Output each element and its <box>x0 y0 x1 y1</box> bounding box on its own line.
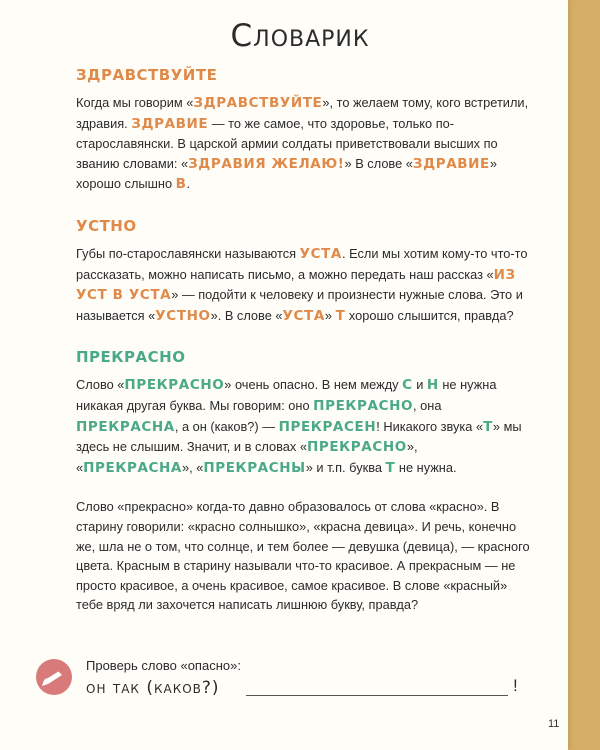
section-extra-text: Слово «прекрасно» когда-то давно образовалось от слова «красно». В старину говорили: «красно солнышко», «красна девица». И речь, конечно же, шла не о том, что солнце, и тем более — девушка (девица), — красного цвета. Красным в старину называли что-то красивое. А прекрасным — не просто красивое, а очень красивое, самое красивое. В слове «красный» тебе вряд ли захочется написать лишнюю букву, правда? <box>76 499 530 613</box>
keyword: Т <box>385 459 396 476</box>
keyword: Н <box>426 377 439 394</box>
section-heading: ПРЕКРАСНО <box>76 348 186 367</box>
section-text: Губы по-старославянски называются УСТА. Если мы хотим кому-то что-то рассказать, можно написать письмо, а можно передать наш рассказ «ИЗ УСТ В УСТА» — подойти к человеку и произнести нужные слова. Это и называется «УСТНО». В слове «УСТА» Т хорошо слышится, правда? <box>76 245 528 324</box>
keyword: УСТА <box>299 245 342 262</box>
section-text: Слово «ПРЕКРАСНО» очень опасно. В нем между С и Н не нужна никакая другая буква. Мы говорим: оно ПРЕКРАСНО, она ПРЕКРАСНА, а он (каков?) — ПРЕКРАСЕН! Никакого звука «Т» мы здесь не слышим. Значит, и в словах «ПРЕКРАСНО», «ПРЕКРАСНА», «ПРЕКРАСНЫ» и т.п. буква Т не нужна. <box>76 377 522 476</box>
keyword: Т <box>483 418 493 435</box>
page-title: Словарик <box>230 18 370 54</box>
section-heading: ЗДРАВСТВУЙТЕ <box>76 66 218 84</box>
keyword: УСТНО <box>155 307 211 324</box>
keyword: ПРЕКРАСЕН <box>278 418 377 435</box>
answer-input-line[interactable] <box>246 695 508 696</box>
page-number: 11 <box>548 718 560 730</box>
check-prompt: он так (каков?) <box>86 678 220 698</box>
keyword: ПРЕКРАСНО <box>124 377 225 394</box>
check-exercise <box>36 652 556 712</box>
keyword: УСТА <box>282 307 325 324</box>
keyword: ЗДРАВИЕ <box>131 115 209 132</box>
keyword: ПРЕКРАСНА <box>83 459 182 476</box>
keyword: ЗДРАВИЯ ЖЕЛАЮ! <box>188 155 345 172</box>
keyword: В <box>175 176 187 193</box>
keyword: ПРЕКРАСНЫ <box>203 459 306 476</box>
dictionary-content <box>76 66 536 637</box>
keyword: ПРЕКРАСНО <box>306 439 407 456</box>
section-text: Когда мы говорим «ЗДРАВСТВУЙТЕ», то желаем тому, кого встретили, здравия. ЗДРАВИЕ — то же самое, что здоровье, только по-старославянски. В царской армии солдаты приветствовали высших по званию словами: «ЗДРАВИЯ ЖЕЛАЮ!» В слове «ЗДРАВИЕ» хорошо слышно В. <box>76 95 529 193</box>
keyword: ПРЕКРАСНО <box>313 397 414 414</box>
keyword: Т <box>335 307 346 324</box>
section-prekrasno <box>76 348 536 615</box>
check-end-mark: ! <box>513 676 518 695</box>
keyword: ЗДРАВСТВУЙТЕ <box>193 95 323 111</box>
pencil-icon <box>36 659 72 695</box>
keyword: С <box>402 377 413 394</box>
keyword: ЗДРАВИЕ <box>412 155 490 172</box>
check-label: Проверь слово «опасно»: <box>86 658 241 673</box>
section-heading: УСТНО <box>76 216 137 235</box>
section-ustno <box>76 217 536 326</box>
keyword: ПРЕКРАСНА <box>76 418 175 435</box>
keyword: ИЗ УСТ В УСТА <box>76 266 516 304</box>
section-zdravstvuyte <box>76 66 536 195</box>
